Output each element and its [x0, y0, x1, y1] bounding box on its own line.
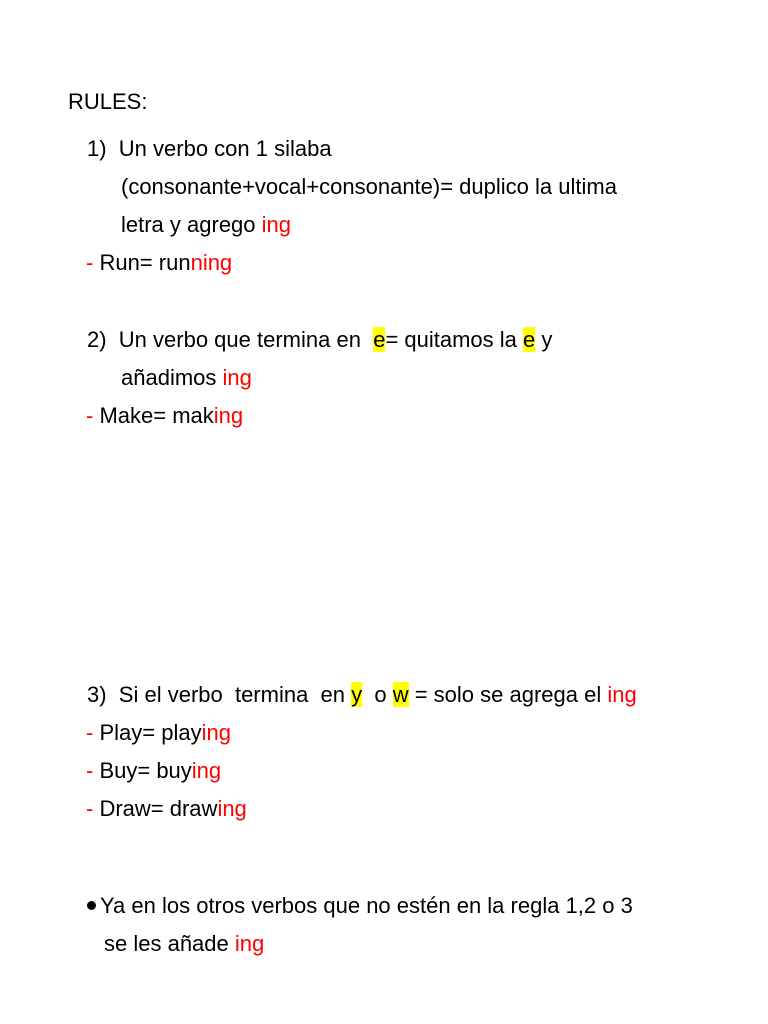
rule-3-line-1: 3) Si el verbo termina en y o w = solo se agrega el ing [87, 682, 637, 707]
rule-1-example: - Run= running [86, 250, 233, 275]
page-title: RULES: [68, 89, 148, 114]
ing-suffix: ing [191, 758, 222, 783]
rule-2-example: - Make= making [86, 403, 244, 428]
rule-2-line-1: 2) Un verbo que termina en e= quitamos la e y [87, 327, 553, 352]
ing-suffix: ing [217, 796, 247, 821]
rule-1-line-1 [87, 136, 332, 162]
ing-suffix: ing [201, 720, 231, 745]
dash-bullet: - [86, 720, 94, 745]
ing-suffix: ing [607, 682, 637, 707]
dash-bullet: - [86, 796, 94, 821]
ing-suffix: ing [213, 403, 244, 428]
bullet-line-1: Ya en los otros verbos que no estén en la regla 1,2 o 3 [87, 893, 633, 919]
rule-1-number: 1) [87, 136, 107, 161]
rule-2-line-2: añadimos ing [121, 365, 252, 390]
rule-1-line-2: (consonante+vocal+consonante)= duplico la ultima [121, 174, 617, 199]
highlight-e: e [373, 327, 386, 352]
dash-bullet: - [86, 250, 94, 275]
highlight-w: w [392, 682, 409, 707]
ing-suffix: ing [261, 212, 291, 237]
rule-3-number: 3) [87, 682, 107, 707]
ing-suffix: ning [190, 250, 233, 275]
rule-2-number: 2) [87, 327, 107, 352]
rule-1-line-3: letra y agrego ing [121, 212, 291, 237]
rule-1-text: Un verbo con 1 silaba [118, 136, 332, 161]
ing-suffix: ing [222, 365, 252, 390]
bullet-line-2: se les añade ing [104, 931, 265, 956]
dash-bullet: - [86, 758, 94, 783]
ing-suffix: ing [234, 931, 265, 956]
highlight-e: e [523, 327, 536, 352]
bullet-dot-icon [87, 901, 96, 910]
highlight-y: y [351, 682, 363, 707]
rule-3-example: - Play= playing [86, 720, 231, 745]
rule-3-example: - Buy= buying [86, 758, 222, 783]
rule-3-example: - Draw= drawing [86, 796, 247, 821]
dash-bullet: - [86, 403, 94, 428]
